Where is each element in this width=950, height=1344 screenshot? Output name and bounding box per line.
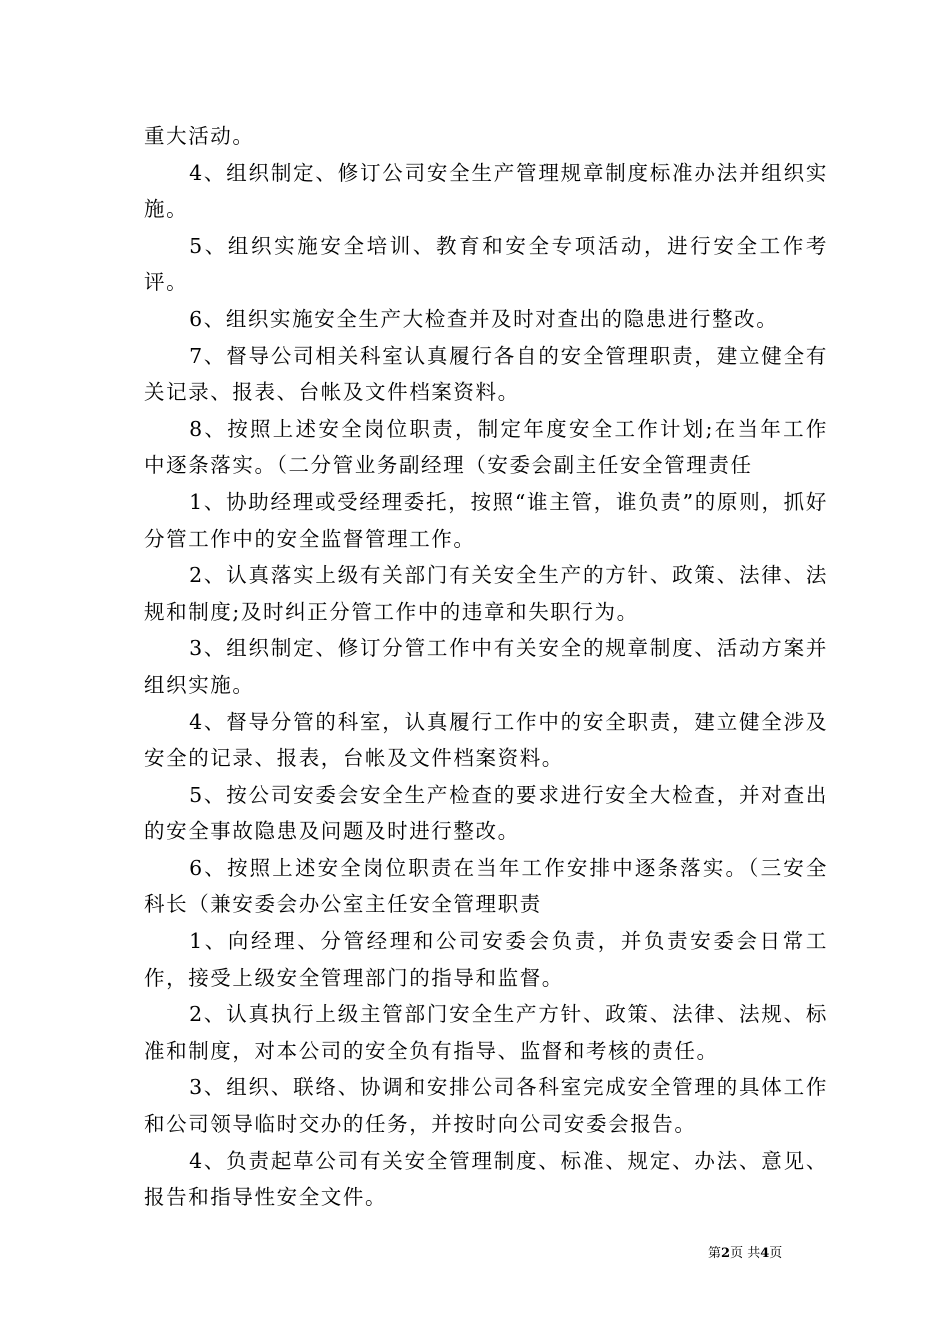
paragraph: 5、组织实施安全培训、教育和安全专项活动，进行安全工作考评。: [144, 233, 828, 295]
paragraph: 2、认真执行上级主管部门安全生产方针、政策、法律、法规、标准和制度，对本公司的安全负有指导、监督和考核的责任。: [144, 1002, 828, 1063]
paragraph: 7、督导公司相关科室认真履行各自的安全管理职责，建立健全有关记录、报表、台帐及文件档案资料。: [144, 343, 828, 405]
paragraph: 1、向经理、分管经理和公司安委会负责，并负责安委会日常工作，接受上级安全管理部门的指导和监督。: [144, 929, 828, 990]
paragraph: 4、督导分管的科室，认真履行工作中的安全职责，建立健全涉及安全的记录、报表，台帐及文件档案资料。: [144, 709, 828, 771]
paragraph: 2、认真落实上级有关部门有关安全生产的方针、政策、法律、法规和制度;及时纠正分管工作中的违章和失职行为。: [144, 563, 828, 624]
paragraph: 1、协助经理或受经理委托，按照“谁主管，谁负责”的原则，抓好分管工作中的安全监督管理工作。: [144, 489, 828, 551]
page-number: [708, 1246, 782, 1262]
paragraph: 4、负责起草公司有关安全管理制度、标准、规定、办法、意见、报告和指导性安全文件。: [144, 1148, 828, 1210]
paragraph: 8、按照上述安全岗位职责，制定年度安全工作计划;在当年工作中逐条落实。（二分管业务副经理（安委会副主任安全管理责任: [144, 416, 828, 478]
paragraph: 3、组织制定、修订分管工作中有关安全的规章制度、活动方案并组织实施。: [144, 636, 828, 697]
paragraph: 6、组织实施安全生产大检查并及时对查出的隐患进行整改。: [189, 306, 779, 331]
paragraph: 5、按公司安委会安全生产检查的要求进行安全大检查，并对查出的安全事故隐患及问题及时进行整改。: [144, 782, 828, 844]
paragraph-continuation: 重大活动。: [144, 124, 255, 148]
paragraph: 3、组织、联络、协调和安排公司各科室完成安全管理的具体工作和公司领导临时交办的任务，并按时向公司安委会报告。: [144, 1075, 828, 1137]
document-body: [144, 118, 828, 1216]
current-page: 2: [721, 1246, 731, 1261]
page-prefix: 第: [708, 1246, 722, 1261]
page-middle: 页 共: [730, 1246, 761, 1261]
paragraph: 4、组织制定、修订公司安全生产管理规章制度标准办法并组织实施。: [144, 160, 828, 222]
paragraph: 6、按照上述安全岗位职责在当年工作安排中逐条落实。（三安全科长（兼安委会办公室主任安全管理职责: [144, 855, 828, 917]
page-suffix: 页: [769, 1246, 783, 1261]
total-pages: 4: [760, 1246, 770, 1261]
